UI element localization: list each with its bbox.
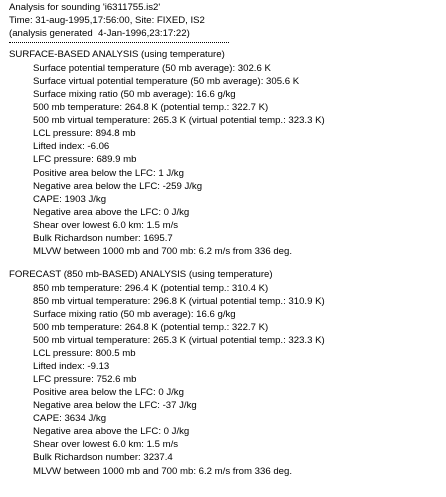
forecast-parameter-line: MLVW between 1000 mb and 700 mb: 6.2 m/s from 336 deg. — [33, 465, 292, 477]
header-divider — [9, 40, 445, 48]
surface-parameter-line: 500 mb temperature: 264.8 K (potential temp.: 322.7 K) — [33, 102, 269, 114]
surface-parameter-line: Negative area above the LFC: 0 J/kg — [33, 206, 190, 218]
forecast-parameter-line: Positive area below the LFC: 0 J/kg — [33, 387, 184, 399]
surface-parameter-line: Negative area below the LFC: -259 J/kg — [33, 180, 203, 192]
analysis-generated: (analysis generated 4-Jan-1996,23:17:22) — [9, 28, 190, 40]
forecast-parameter-line: Lifted index: -9.13 — [33, 361, 110, 373]
forecast-parameter-line: 850 mb virtual temperature: 296.8 K (virtual potential temp.: 310.9 K) — [33, 295, 325, 307]
forecast-section — [9, 268, 445, 478]
forecast-parameter-line: Shear over lowest 6.0 km: 1.5 m/s — [33, 439, 179, 451]
forecast-parameter-line: 500 mb virtual temperature: 265.3 K (virtual potential temp.: 323.3 K) — [33, 335, 325, 347]
surface-parameter-line: Shear over lowest 6.0 km: 1.5 m/s — [33, 219, 179, 231]
sounding-time-site: Time: 31-aug-1995,17:56:00, Site: FIXED, IS2 — [9, 15, 205, 27]
forecast-parameter-list — [9, 282, 445, 478]
forecast-parameter-line: CAPE: 3634 J/kg — [33, 413, 107, 425]
forecast-parameter-line: Negative area above the LFC: 0 J/kg — [33, 426, 190, 438]
section-gap — [9, 258, 445, 268]
surface-parameter-line: Lifted index: -6.06 — [33, 141, 110, 153]
forecast-parameter-line: Bulk Richardson number: 3237.4 — [33, 452, 173, 464]
surface-parameter-line: 500 mb virtual temperature: 265.3 K (virtual potential temp.: 323.3 K) — [33, 115, 325, 127]
forecast-parameter-line: LCL pressure: 800.5 mb — [33, 348, 136, 360]
surface-parameter-line: Surface virtual potential temperature (50 mb average): 305.6 K — [33, 76, 300, 88]
forecast-parameter-line: Surface mixing ratio (50 mb average): 16.6 g/kg — [33, 308, 236, 320]
forecast-parameter-line: LFC pressure: 752.6 mb — [33, 374, 137, 386]
surface-parameter-line: LFC pressure: 689.9 mb — [33, 154, 137, 166]
sounding-title: Analysis for sounding 'i6311755.is2' — [9, 2, 161, 13]
surface-parameter-line: CAPE: 1903 J/kg — [33, 193, 107, 205]
surface-parameter-line: MLVW between 1000 mb and 700 mb: 6.2 m/s from 336 deg. — [33, 245, 292, 257]
forecast-parameter-line: Negative area below the LFC: -37 J/kg — [33, 400, 197, 412]
surface-parameter-line: Bulk Richardson number: 1695.7 — [33, 232, 173, 244]
surface-parameter-list — [9, 62, 445, 258]
surface-based-section — [9, 48, 445, 258]
forecast-section-title: FORECAST (850 mb-BASED) ANALYSIS (using temperature) — [9, 268, 273, 280]
surface-section-title: SURFACE-BASED ANALYSIS (using temperature) — [9, 49, 225, 61]
sounding-analysis-document — [9, 1, 445, 478]
forecast-parameter-line: 850 mb temperature: 296.4 K (potential temp.: 310.4 K) — [33, 282, 269, 294]
surface-parameter-line: Surface potential temperature (50 mb average): 302.6 K — [33, 63, 271, 75]
surface-parameter-line: LCL pressure: 894.8 mb — [33, 128, 136, 140]
surface-parameter-line: Surface mixing ratio (50 mb average): 16.6 g/kg — [33, 89, 236, 101]
surface-parameter-line: Positive area below the LFC: 1 J/kg — [33, 167, 184, 179]
forecast-parameter-line: 500 mb temperature: 264.8 K (potential temp.: 322.7 K) — [33, 321, 269, 333]
header-block — [9, 1, 445, 48]
